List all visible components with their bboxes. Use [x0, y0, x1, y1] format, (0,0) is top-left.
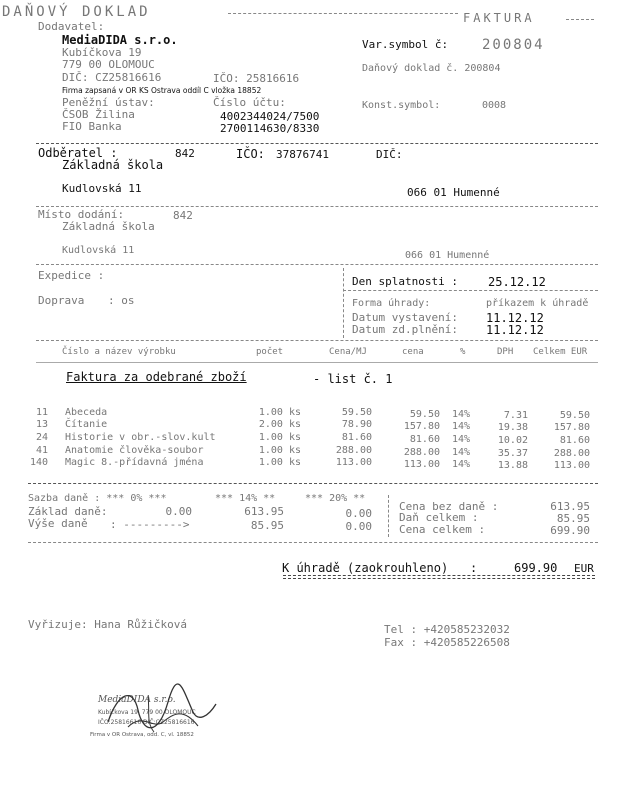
dodavatel-label: Dodavatel: [38, 20, 105, 33]
cell-price: 113.00 [403, 459, 440, 470]
customer-street: Kudlovská 11 [62, 182, 142, 195]
divider [28, 542, 598, 543]
delivery-city: 066 01 Humenné [405, 250, 490, 261]
bank-label: Peněžní ústav: [62, 96, 155, 109]
list-label: - list č. 1 [313, 372, 393, 386]
delivery-label: Místo dodání: [38, 208, 125, 221]
supplier-street: Kubíčkova 19 [62, 46, 142, 59]
cell-qty: 2.00 ks [258, 419, 301, 430]
customer-name: Základná škola [62, 158, 164, 172]
divider [343, 268, 344, 338]
cell-no: 11 [35, 407, 48, 418]
supplier-name: MediaDIDA s.r.o. [62, 33, 178, 47]
cell-qty: 1.00 ks [258, 445, 301, 456]
konst-symbol-label: Konst.symbol: [362, 100, 441, 111]
section-title: Faktura za odebrané zboží [66, 370, 247, 384]
cell-vat: 19.38 [497, 422, 528, 433]
cell-qty: 1.00 ks [258, 432, 301, 443]
divider [36, 206, 598, 207]
var-symbol-label: Var.symbol č: [362, 38, 449, 51]
delivery-name: Základná škola [62, 220, 155, 233]
zaklad-label: Základ daně: [28, 505, 108, 518]
cell-total: 288.00 [553, 448, 590, 459]
doprava-value: : os [108, 294, 135, 307]
delivery-number: 842 [173, 209, 193, 222]
cell-unit: 81.60 [341, 432, 372, 443]
vyse-label: Výše daně [28, 517, 88, 530]
tax-doc-number: Daňový doklad č. 200804 [362, 63, 501, 74]
vyrizuje: Vyřizuje: Hana Růžičková [28, 618, 187, 631]
col-header-total: Celkem EUR [533, 347, 588, 357]
double-underline [283, 575, 595, 576]
divider [36, 340, 598, 341]
cena-celkem-value: 699.90 [550, 524, 590, 537]
customer-dic-label: DIČ: [376, 148, 403, 161]
cell-pct: 14% [451, 459, 470, 470]
double-underline [283, 578, 595, 579]
cena-bez-label: Cena bez daně : [399, 500, 499, 513]
cell-total: 59.50 [559, 410, 590, 421]
account-label: Číslo účtu: [213, 96, 286, 109]
cell-pct: 14% [451, 434, 470, 445]
sazba-20: *** 20% ** [305, 493, 366, 504]
cell-no: 13 [35, 419, 48, 430]
col-header-vat: DPH [497, 347, 514, 357]
cell-price: 59.50 [409, 409, 440, 420]
divider [36, 143, 598, 144]
bank-1: ČSOB Žilina [62, 108, 135, 121]
customer-ico-label: IČO: [236, 147, 265, 161]
supplier-register: Firma zapsaná v OR KS Ostrava oddíl C vložka 18852 [62, 86, 262, 95]
col-header-price: cena [402, 347, 424, 357]
payable-label: K úhradě (zaokrouhleno) [282, 561, 449, 575]
cell-unit: 113.00 [335, 457, 372, 468]
supplier-dic: DIČ: CZ25816616 [62, 71, 162, 84]
cell-pct: 14% [451, 421, 470, 432]
cell-unit: 78.90 [341, 419, 372, 430]
cell-price: 288.00 [403, 447, 440, 458]
cell-total: 81.60 [559, 435, 590, 446]
account-1: 4002344024/7500 [220, 110, 320, 123]
dan-celkem-value: 85.95 [556, 512, 590, 525]
cell-name: Anatomie člověka-soubor [65, 445, 204, 456]
cell-vat: 7.31 [503, 410, 528, 421]
cell-name: Čítanie [65, 419, 108, 430]
vyse-14: 85.95 [250, 519, 284, 532]
col-header-product: Číslo a název výrobku [62, 347, 176, 357]
cena-bez-value: 613.95 [550, 500, 590, 513]
cena-celkem-label: Cena celkem : [399, 523, 486, 536]
cell-vat: 10.02 [497, 435, 528, 446]
sazba-label: Sazba daně : *** 0% *** [28, 493, 167, 504]
due-value: 25.12.12 [488, 275, 546, 289]
cell-name: Historie v obr.-slov.kult [65, 432, 216, 443]
cell-no: 24 [35, 432, 48, 443]
divider [36, 264, 598, 265]
divider [343, 290, 598, 291]
payable-colon: : [470, 561, 478, 575]
cell-pct: 14% [451, 447, 470, 458]
zaklad-20: 0.00 [345, 507, 372, 520]
fax: Fax : +420585226508 [384, 636, 510, 649]
supplier-city: 779 00 OLOMOUC [62, 58, 155, 71]
issued-value: 11.12.12 [486, 311, 544, 325]
issued-label: Datum vystavení: [352, 311, 458, 324]
dan-celkem-label: Daň celkem : [399, 511, 479, 524]
document-title: DAŇOVÝ DOKLAD [2, 4, 151, 20]
divider [388, 495, 389, 537]
odberatel-label: Odběratel : [38, 146, 118, 160]
svg-text:IČO:25816616 DIČ:CZ25816616: IČO:25816616 DIČ:CZ25816616 [98, 719, 195, 726]
payment-value: příkazem k úhradě [486, 298, 589, 309]
konst-symbol-value: 0008 [482, 100, 507, 111]
bank-2: FIO Banka [62, 120, 122, 133]
taxable-value: 11.12.12 [486, 323, 544, 337]
cell-name: Abeceda [65, 407, 108, 418]
cell-unit: 59.50 [341, 407, 372, 418]
col-header-unit-price: Cena/MJ [329, 347, 367, 357]
cell-unit: 288.00 [335, 445, 372, 456]
doprava-label: Doprava [38, 294, 85, 307]
phone: Tel : +420585232032 [384, 623, 510, 636]
expedice-label: Expedice : [38, 269, 105, 282]
cell-no: 41 [35, 445, 48, 456]
payment-label: Forma úhrady: [352, 298, 431, 309]
zaklad-14: 613.95 [244, 505, 284, 518]
vyse-20: 0.00 [345, 520, 372, 533]
vyse-arrow: : ---------> [110, 518, 190, 531]
due-label: Den splatnosti : [352, 275, 458, 288]
faktura-title: FAKTURA [463, 11, 535, 25]
cell-qty: 1.00 ks [258, 457, 301, 468]
cell-pct: 14% [451, 409, 470, 420]
svg-text:MediaDIDA s.r.o.: MediaDIDA s.r.o. [98, 695, 176, 705]
account-2: 2700114630/8330 [220, 122, 320, 135]
divider [28, 483, 598, 484]
cell-no: 140 [29, 457, 48, 468]
cell-qty: 1.00 ks [258, 407, 301, 418]
col-header-pct: % [460, 347, 466, 357]
payable-currency: EUR [574, 562, 594, 575]
cell-price: 157.80 [403, 421, 440, 432]
customer-ico: 37876741 [276, 148, 329, 161]
divider [36, 362, 598, 363]
svg-text:Firma v OR Ostrava, odd. C, vl: Firma v OR Ostrava, odd. C, vl. 18852 [90, 732, 194, 738]
divider [566, 19, 594, 20]
divider [228, 13, 458, 14]
customer-city: 066 01 Humenné [407, 186, 500, 199]
var-symbol-value: 200804 [482, 37, 545, 53]
delivery-street: Kudlovská 11 [62, 245, 135, 256]
cell-vat: 35.37 [497, 448, 528, 459]
supplier-ico: IČO: 25816616 [213, 72, 300, 85]
svg-text:Kubíčkova 19, 779 00 OLOMOUC: Kubíčkova 19, 779 00 OLOMOUC [98, 709, 196, 716]
cell-name: Magic 8.-přídavná jména [65, 457, 204, 468]
zaklad-0: 0.00 [165, 505, 192, 518]
cell-price: 81.60 [409, 434, 440, 445]
cell-vat: 13.88 [497, 460, 528, 471]
taxable-label: Datum zd.plnění: [352, 323, 458, 336]
col-header-qty: počet [256, 347, 284, 357]
cell-total: 157.80 [553, 422, 590, 433]
payable-value: 699.90 [514, 561, 558, 575]
odberatel-number: 842 [175, 147, 195, 160]
cell-total: 113.00 [553, 460, 590, 471]
company-stamp-and-signature [88, 682, 238, 744]
sazba-14: *** 14% ** [215, 493, 276, 504]
